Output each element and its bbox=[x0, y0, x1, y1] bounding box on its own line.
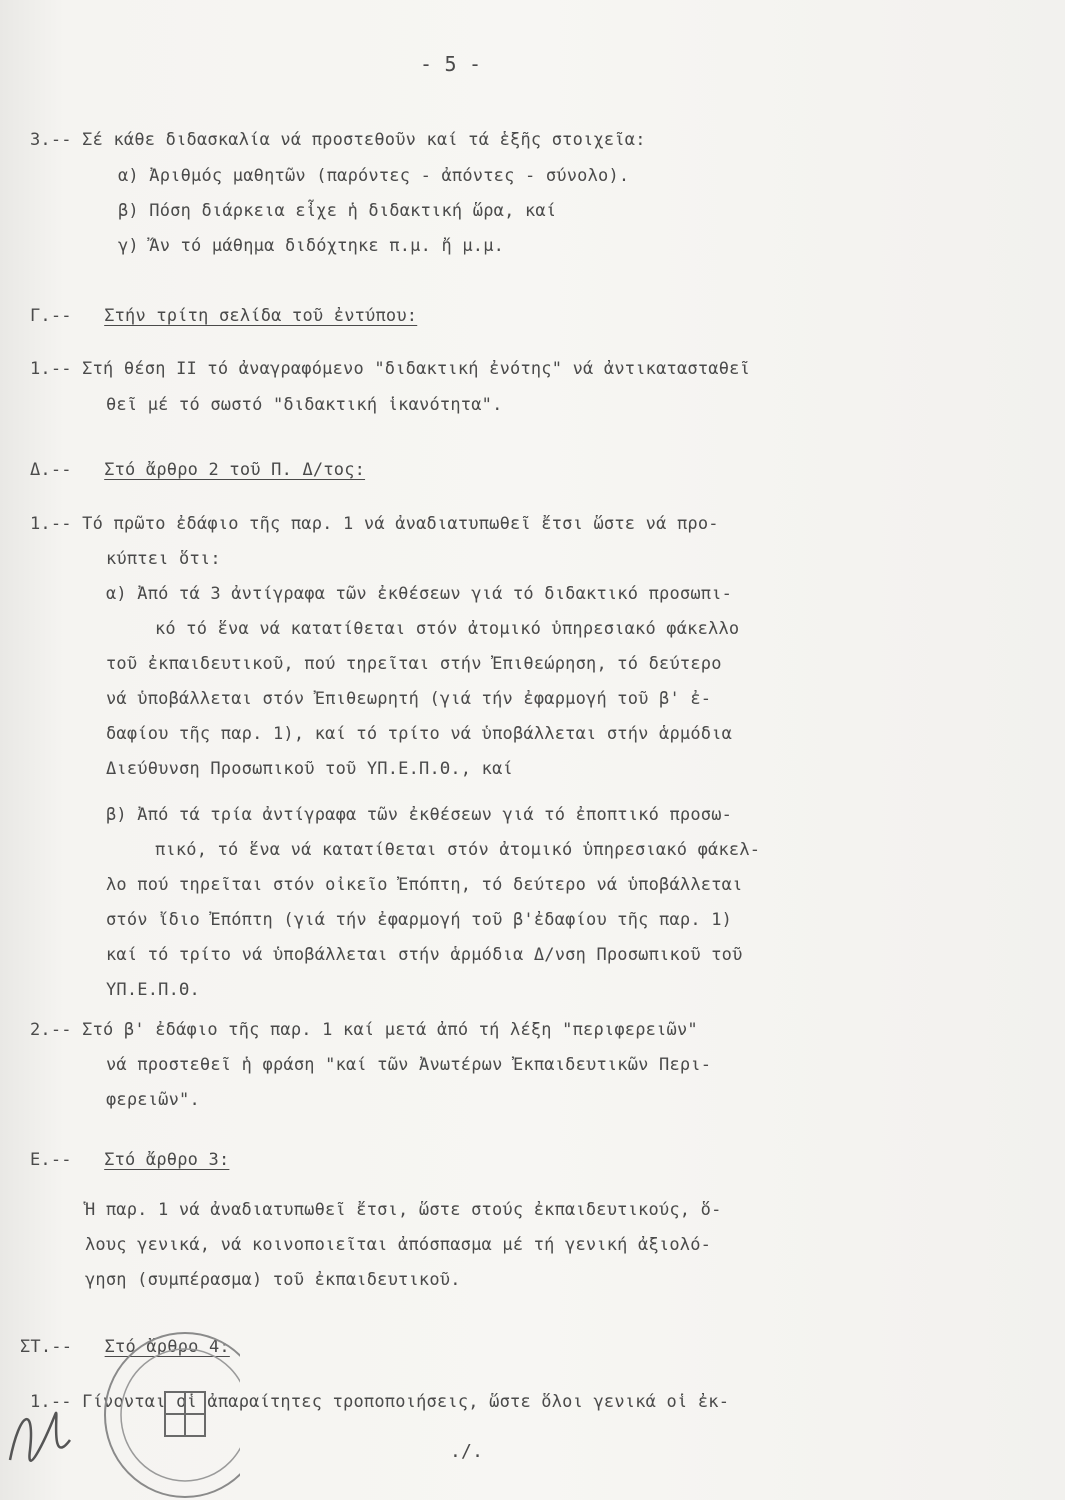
official-seal-icon bbox=[0, 1320, 240, 1500]
page-number: - 5 - bbox=[420, 52, 482, 76]
section-st-prefix: ΣΤ.-- bbox=[20, 1337, 73, 1357]
d-1-cont: κύπτει ὅτι: bbox=[106, 549, 221, 569]
section-g-heading bbox=[30, 304, 417, 328]
g-1-cont: θεῖ μέ τό σωστό "διδακτική ἱκανότητα". bbox=[106, 395, 503, 415]
d-1b-cont1: πικό, τό ἕνα νά κατατίθεται στόν ἀτομικό ὑπηρεσιακό φάκελ- bbox=[155, 840, 761, 860]
d-1b-cont2: λο πού τηρεῖται στόν οἰκεῖο Ἐπόπτη, τό δεύτερο νά ὑποβάλλεται bbox=[106, 875, 743, 895]
e-line2: λους γενικά, νά κοινοποιεῖται ἀπόσπασμα μέ τή γενική ἀξιολό- bbox=[85, 1235, 712, 1255]
d-1a-cont2: τοῦ ἐκπαιδευτικοῦ, πού τηρεῖται στήν Ἐπιθεώρηση, τό δεύτερο bbox=[106, 654, 722, 674]
section-e-prefix: Ε.-- bbox=[30, 1150, 72, 1170]
d-1b-cont5: ΥΠ.Ε.Π.Θ. bbox=[106, 980, 200, 1000]
d-1b-line: β) Ἀπό τά τρία ἀντίγραφα τῶν ἐκθέσεων γιά τό ἐποπτικό προσω- bbox=[106, 805, 733, 825]
item-c-line: γ) Ἄν τό μάθημα διδόχτηκε π.μ. ἤ μ.μ. bbox=[118, 236, 505, 256]
d-1b-cont4: καί τό τρίτο νά ὑποβάλλεται στήν ἁρμόδια Δ/νση Προσωπικοῦ τοῦ bbox=[106, 945, 743, 965]
d-1-line: 1.-- Τό πρῶτο ἐδάφιο τῆς παρ. 1 νά ἀναδιατυπωθεῖ ἔτσι ὥστε νά προ- bbox=[30, 514, 719, 534]
section-d-heading bbox=[30, 458, 365, 482]
continuation-mark: ./. bbox=[450, 1441, 484, 1462]
section-e-heading bbox=[30, 1148, 229, 1172]
section-g-title: Στήν τρίτη σελίδα τοῦ ἐντύπου: bbox=[104, 306, 418, 326]
d-2-cont2: φερειῶν". bbox=[106, 1090, 200, 1110]
item-3-line: 3.-- Σέ κάθε διδασκαλία νά προστεθοῦν καί τά ἑξῆς στοιχεῖα: bbox=[30, 130, 646, 150]
d-2-line: 2.-- Στό β' ἐδάφιο τῆς παρ. 1 καί μετά ἀπό τή λέξη "περιφερειῶν" bbox=[30, 1020, 698, 1040]
item-b-line: β) Πόση διάρκεια εἶχε ἡ διδακτική ὥρα, καί bbox=[118, 201, 557, 221]
d-1a-line: α) Ἀπό τά 3 ἀντίγραφα τῶν ἐκθέσεων γιά τό διδακτικό προσωπι- bbox=[106, 584, 733, 604]
section-e-title: Στό ἄρθρο 3: bbox=[104, 1150, 230, 1170]
d-2-cont1: νά προστεθεῖ ἡ φράση "καί τῶν Ἀνωτέρων Ἐκπαιδευτικῶν Περι- bbox=[106, 1055, 712, 1075]
st-1-line: 1.-- Γίνονται οἱ ἀπαραίτητες τροποποιήσεις, ὥστε ὅλοι γενικά οἱ ἐκ- bbox=[30, 1392, 730, 1412]
d-1a-cont3: νά ὑποβάλλεται στόν Ἐπιθεωρητή (γιά τήν ἐφαρμογή τοῦ β' ἐ- bbox=[106, 689, 712, 709]
d-1a-cont5: Διεύθυνση Προσωπικοῦ τοῦ ΥΠ.Ε.Π.Θ., καί bbox=[106, 759, 513, 779]
e-line3: γηση (συμπέρασμα) τοῦ ἐκπαιδευτικοῦ. bbox=[85, 1270, 461, 1290]
section-g-prefix: Γ.-- bbox=[30, 306, 72, 326]
e-line1: Ἡ παρ. 1 νά ἀναδιατυπωθεῖ ἔτσι, ὥστε στούς ἐκπαιδευτικούς, ὅ- bbox=[85, 1200, 722, 1220]
section-st-title: Στό ἄρθρο 4: bbox=[104, 1337, 230, 1357]
item-a-line: α) Ἀριθμός μαθητῶν (παρόντες - ἀπόντες - σύνολο). bbox=[118, 166, 630, 186]
g-1-line: 1.-- Στή θέση ΙΙ τό ἀναγραφόμενο "διδακτική ἐνότης" νά ἀντικατασταθεῖ bbox=[30, 359, 751, 379]
section-d-prefix: Δ.-- bbox=[30, 460, 72, 480]
section-d-title: Στό ἄρθρο 2 τοῦ Π. Δ/τος: bbox=[104, 460, 366, 480]
d-1a-cont1: κό τό ἕνα νά κατατίθεται στόν ἀτομικό ὑπηρεσιακό φάκελλο bbox=[155, 619, 740, 639]
d-1b-cont3: στόν ἴδιο Ἐπόπτη (γιά τήν ἐφαρμογή τοῦ β'ἐδαφίου τῆς παρ. 1) bbox=[106, 910, 733, 930]
d-1a-cont4: δαφίου τῆς παρ. 1), καί τό τρίτο νά ὑποβάλλεται στήν ἁρμόδια bbox=[106, 724, 733, 744]
